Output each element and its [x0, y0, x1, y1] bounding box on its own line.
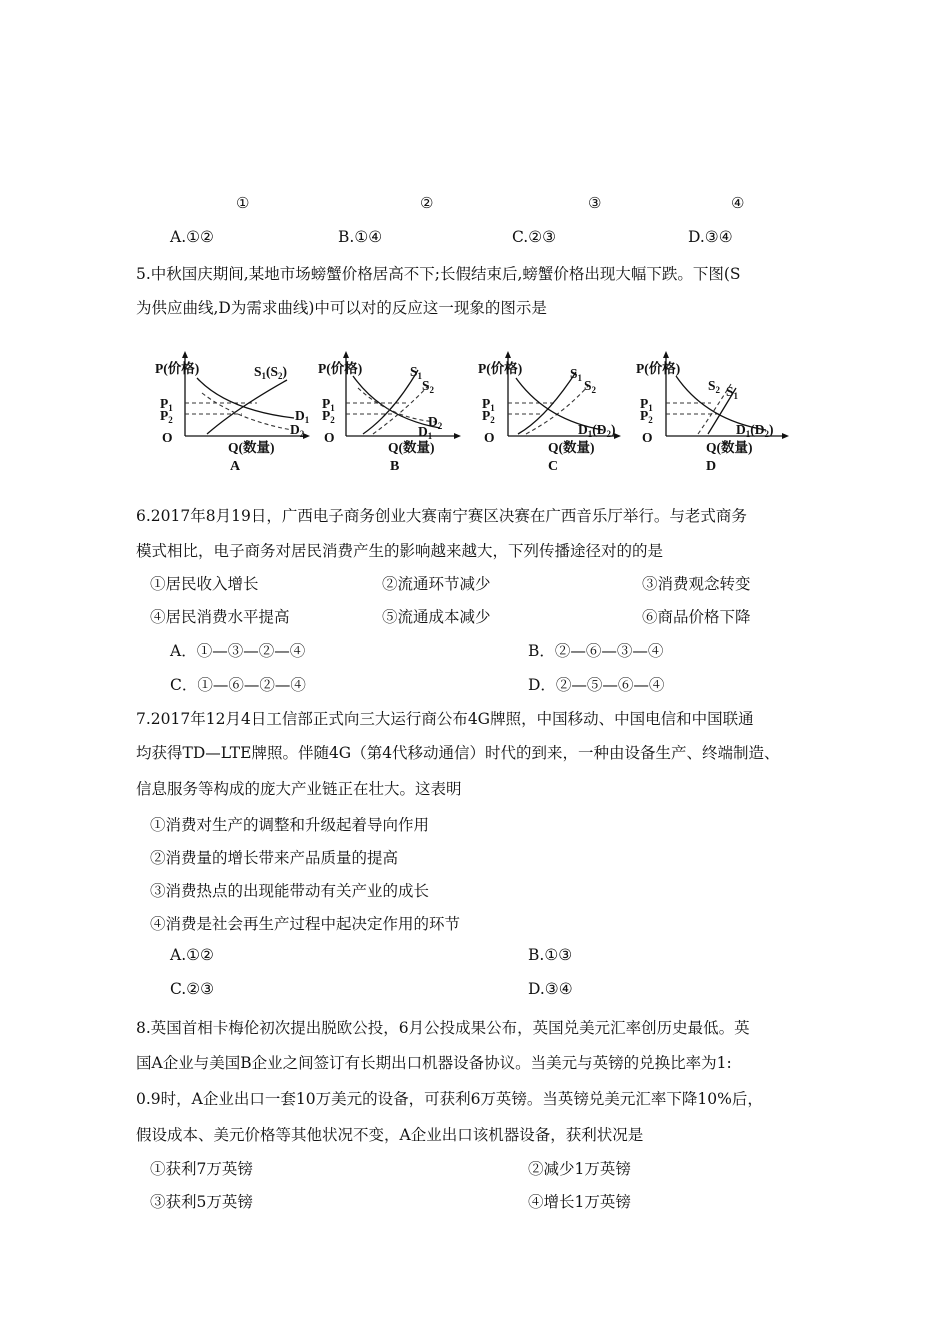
svg-text:P2: $P_2$	[322, 408, 335, 425]
q7-item-1: ①消费对生产的调整和升级起着导向作用	[150, 816, 430, 834]
svg-text:S2: $S_2$	[584, 378, 597, 395]
graph-c	[478, 348, 638, 477]
svg-text:S1: $S_1$	[570, 366, 583, 383]
q8-item-2: ②减少1万英镑	[528, 1160, 631, 1178]
demand-curve-d2	[202, 393, 292, 430]
svg-text:D1: $D_1$	[295, 408, 310, 425]
svg-text:P(价格): P(价格)	[636, 361, 681, 376]
q8-stem-line-1: 8.英国首相卡梅伦初次提出脱欧公投，6月公投成果公布，英国兑美元汇率创历史最低。英	[136, 1019, 750, 1037]
q6-item-6: ⑥商品价格下降	[642, 608, 751, 626]
svg-text:D1: $D_1$	[418, 424, 433, 441]
graph-b	[318, 348, 478, 477]
svg-text:P(价格): P(价格)	[318, 361, 363, 376]
q6-item-4: ④居民消费水平提高	[150, 608, 290, 626]
svg-text:P2: $P_2$	[160, 408, 173, 425]
q4-option-b[interactable]: B.①④	[338, 228, 383, 246]
q7-item-2: ②消费量的增长带来产品质量的提高	[150, 849, 399, 867]
q6-item-5: ⑤流通成本减少	[382, 608, 491, 626]
svg-text:P1: $P_1$	[160, 396, 173, 413]
graph-letter: A	[230, 459, 241, 474]
supply-curve-s1	[363, 370, 418, 434]
svg-text:Q(数量): Q(数量)	[706, 440, 753, 455]
q4-option-d[interactable]: D.③④	[688, 228, 733, 246]
q6-item-2: ②流通环节减少	[382, 575, 491, 593]
q7-item-3: ③消费热点的出现能带动有关产业的成长	[150, 882, 430, 900]
demand-curve-d2	[358, 388, 436, 422]
q8-stem-line-4: 假设成本、美元价格等其他状况不变，A企业出口该机器设备，获利状况是	[136, 1126, 644, 1144]
svg-text:O: O	[324, 430, 335, 445]
q7-stem-line-1: 7.2017年12月4日工信部正式向三大运行商公布4G牌照，中国移动、中国电信和中国联通	[136, 710, 754, 728]
q6-option-c[interactable]: C．①—⑥—②—④	[170, 676, 306, 694]
y-axis-label: P(价格)	[155, 361, 200, 376]
figure-label-3: ③	[588, 194, 602, 212]
q7-option-c[interactable]: C.②③	[170, 980, 215, 998]
svg-text:P1: $P_1$	[322, 396, 335, 413]
svg-text:D1(D2): $D_1(D_2)$	[578, 422, 616, 439]
q6-option-a[interactable]: A．①—③—②—④	[170, 642, 306, 660]
q8-stem-line-2: 国A企业与美国B企业之间签订有长期出口机器设备协议。当美元与英镑的兑换比率为1:	[136, 1054, 732, 1072]
svg-text:Q(数量): Q(数量)	[388, 440, 435, 455]
svg-text:P1: $P_1$	[640, 396, 653, 413]
q6-item-1: ①居民收入增长	[150, 575, 259, 593]
q8-item-3: ③获利5万英镑	[150, 1193, 253, 1211]
q7-item-4: ④消费是社会再生产过程中起决定作用的环节	[150, 915, 461, 933]
figure-label-1: ①	[236, 194, 250, 212]
graph-a	[152, 348, 322, 477]
q7-option-b[interactable]: B.①③	[528, 946, 573, 964]
q6-option-b[interactable]: B．②—⑥—③—④	[528, 642, 664, 660]
svg-text:P2: $P_2$	[640, 408, 653, 425]
svg-text:D1(D2): $D_1(D_2)$	[736, 422, 774, 439]
graph-d	[636, 348, 811, 477]
svg-text:S1: $S_1$	[410, 364, 423, 381]
origin-label: O	[162, 430, 173, 445]
q7-stem-line-3: 信息服务等构成的庞大产业链正在壮大。这表明	[136, 780, 462, 798]
q7-option-d[interactable]: D.③④	[528, 980, 573, 998]
q8-stem-line-3: 0.9时，A企业出口一套10万美元的设备，可获利6万英镑。当英镑兑美元汇率下降10%后，	[136, 1090, 763, 1108]
svg-text:D2: $D_2$	[428, 414, 443, 431]
q4-option-c[interactable]: C.②③	[512, 228, 557, 246]
svg-text:C: C	[548, 459, 559, 474]
svg-text:P(价格): P(价格)	[478, 361, 523, 376]
q6-item-3: ③消费观念转变	[642, 575, 751, 593]
svg-text:Q(数量): Q(数量)	[548, 440, 595, 455]
svg-text:D: D	[706, 459, 717, 474]
q5-stem-line-2: 为供应曲线,D为需求曲线)中可以对的反应这一现象的图示是	[136, 299, 547, 317]
q7-option-a[interactable]: A.①②	[170, 946, 214, 964]
figure-label-4: ④	[731, 194, 745, 212]
q6-stem-line-1: 6.2017年8月19日，广西电子商务创业大赛南宁赛区决赛在广西音乐厅举行。与老式商务	[136, 507, 747, 525]
svg-text:S2: $S_2$	[422, 378, 435, 395]
figure-label-2: ②	[420, 194, 434, 212]
svg-text:S1(S2): $S_1(S_2)$	[254, 364, 288, 381]
q8-item-4: ④增长1万英镑	[528, 1193, 631, 1211]
q7-stem-line-2: 均获得TD—LTE牌照。伴随4G（第4代移动通信）时代的到来，一种由设备生产、终端制造、	[136, 744, 780, 762]
svg-text:B: B	[390, 459, 400, 474]
svg-text:S1: $S_1$	[726, 384, 739, 401]
q6-option-d[interactable]: D．②—⑤—⑥—④	[528, 676, 665, 694]
q8-item-1: ①获利7万英镑	[150, 1160, 253, 1178]
svg-text:O: O	[484, 430, 495, 445]
svg-text:P2: $P_2$	[482, 408, 495, 425]
q6-stem-line-2: 模式相比，电子商务对居民消费产生的影响越来越大，下列传播途径对的的是	[136, 542, 664, 560]
q5-stem-line-1: 5.中秋国庆期间,某地市场螃蟹价格居高不下;长假结束后,螃蟹价格出现大幅下跌。下图(S	[136, 265, 741, 283]
svg-text:P1: $P_1$	[482, 396, 495, 413]
x-axis-label: Q(数量)	[228, 440, 275, 455]
svg-text:D2: $D_2$	[290, 422, 305, 439]
q4-option-a[interactable]: A.①②	[170, 228, 214, 246]
svg-text:O: O	[642, 430, 653, 445]
svg-text:S2: $S_2$	[708, 378, 721, 395]
